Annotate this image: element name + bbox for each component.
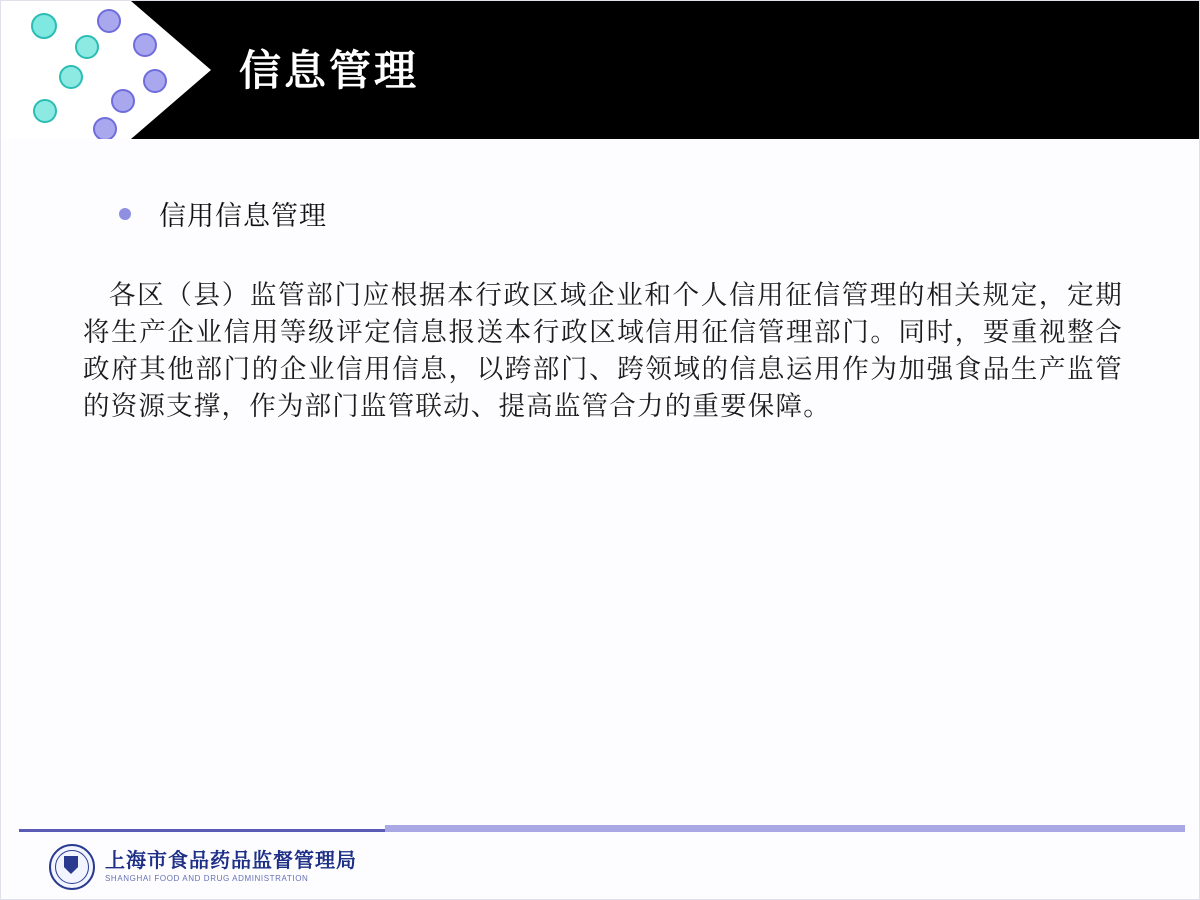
decorative-dot-icon [97, 9, 121, 33]
footer-organization-en: SHANGHAI FOOD AND DRUG ADMINISTRATION [105, 874, 309, 883]
page-title: 信息管理 [239, 47, 420, 94]
footer-rule-left [19, 829, 385, 832]
decorative-dot-icon [143, 69, 167, 93]
decorative-dot-icon [59, 65, 83, 89]
slide-header [1, 1, 1200, 139]
decorative-dot-icon [31, 13, 57, 39]
footer-text-group [105, 850, 357, 884]
decorative-dots-group [13, 7, 203, 137]
body-paragraph: 各区（县）监管部门应根据本行政区域企业和个人信用征信管理的相关规定，定期将生产企业信用等级评定信息报送本行政区域信用征信管理部门。同时，要重视整合政府其他部门的企业信用信息，以跨部门、跨领域的信息运用作为加强食品生产监管的资源支撑，作为部门监管联动、提高监管合力的重要保障。 [83, 280, 1123, 422]
slide-body [1, 139, 1200, 829]
decorative-dot-icon [111, 89, 135, 113]
bullet-dot-icon [119, 208, 131, 220]
footer-branding [49, 841, 357, 893]
decorative-dot-icon [75, 35, 99, 59]
footer-organization-cn: 上海市食品药品监督管理局 [105, 850, 357, 872]
decorative-dot-icon [33, 99, 57, 123]
decorative-dot-icon [133, 33, 157, 57]
bullet-item-label: 信用信息管理 [159, 201, 327, 231]
bullet-item [119, 194, 327, 233]
decorative-dot-icon [93, 117, 117, 139]
footer-rule-right [385, 825, 1185, 832]
shield-seal-icon [49, 844, 95, 890]
